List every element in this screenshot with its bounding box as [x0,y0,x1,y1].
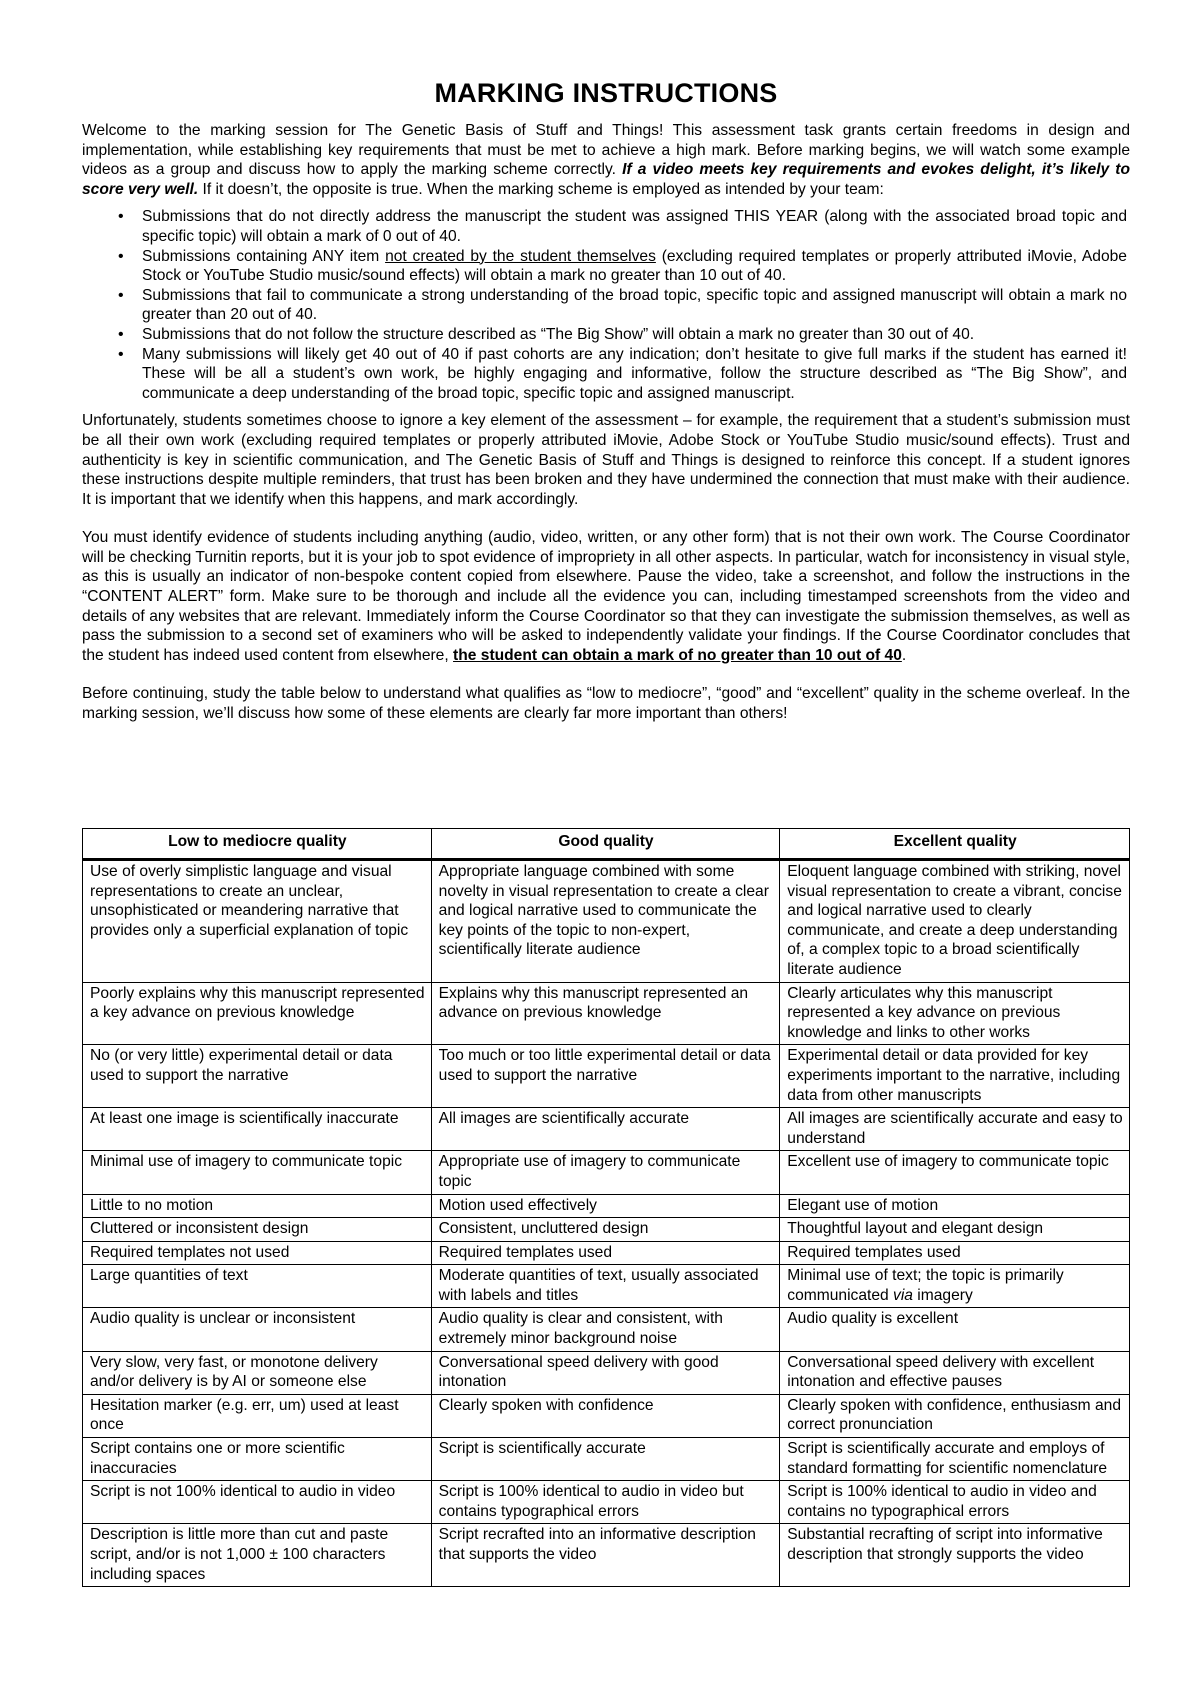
excellent-quality-cell: Minimal use of text; the topic is primarily communicated via imagery [780,1265,1130,1308]
table-row [83,1194,1130,1218]
excellent-quality-cell: Script is 100% identical to audio in video and contains no typographical errors [780,1481,1130,1524]
low-quality-cell: Audio quality is unclear or inconsistent [83,1308,432,1351]
good-quality-cell: Script is 100% identical to audio in video but contains typographical errors [431,1481,780,1524]
table-row [83,1265,1130,1308]
rule-item: • Many submissions will likely get 40 out of 40 if past cohorts are any indication; don’t hesitate to give full marks if the student has earned it! These will be all a student’s own work, be highly engaging and informative, follow the structure described as “The Big Show”, and communicate a deep understanding of the broad topic, specific topic and assigned manuscript. [142,345,1127,404]
table-body [83,860,1130,1587]
evidence-paragraph [82,528,1130,665]
low-quality-cell: Poorly explains why this manuscript represented a key advance on previous knowledge [83,982,432,1045]
excellent-quality-cell: Conversational speed delivery with excellent intonation and effective pauses [780,1351,1130,1394]
low-quality-cell: No (or very little) experimental detail or data used to support the narrative [83,1045,432,1108]
good-quality-cell: Motion used effectively [431,1194,780,1218]
evidence-text: You must identify evidence of students including anything (audio, video, written, or any other form) that is not their own work. The Course Coordinator will be checking Turnitin reports, but it is your job to spot evidence of impropriety in all other aspects. In particular, watch for inconsistency in visual style, as this is usually an indicator of non-bespoke content copied from elsewhere. Pause the video, take a screenshot, and follow the instructions in the “CONTENT ALERT” form. Make sure to be thorough and include all the evidence you can, including timestamped screenshots from the video and details of any websites that are relevant. Immediately inform the Course Coordinator so that they can investigate the submission themselves, as well as pass the submission to a second set of examiners who will be asked to independently validate your findings. If the Course Coordinator concludes that the student has indeed used content from elsewhere, [82,529,1130,664]
good-quality-cell: Audio quality is clear and consistent, with extremely minor background noise [431,1308,780,1351]
intro-emphasis: If a video meets key requirements and evokes delight, it’s likely to score very well. [82,161,1131,198]
table-header-row [83,829,1130,860]
excellent-quality-cell: Audio quality is excellent [780,1308,1130,1351]
table-row [83,1394,1130,1437]
table-row [83,860,1130,983]
good-quality-cell: Script is scientifically accurate [431,1438,780,1481]
header-good-quality: Good quality [431,829,780,860]
rule-item [142,247,1127,286]
excellent-quality-cell: Experimental detail or data provided for key experiments important to the narrative, including data from other manuscripts [780,1045,1130,1108]
good-quality-cell: Moderate quantities of text, usually associated with labels and titles [431,1265,780,1308]
authenticity-paragraph: Unfortunately, students sometimes choose to ignore a key element of the assessment – for example, the requirement that a student’s submission must be all their own work (excluding required templates or properly attributed iMovie, Adobe Stock or YouTube Studio music/sound effects). Trust and authenticity is key in scientific communication, and The Genetic Basis of Stuff and Things is designed to reinforce this concept. If a student ignores these instructions despite multiple reminders, that trust has been broken and they have undermined the connection that must make with their audience. It is important that we identify when this happens, and mark accordingly. [82,412,1130,508]
table-row [83,1524,1130,1587]
excellent-quality-cell: Excellent use of imagery to communicate topic [780,1151,1130,1194]
good-quality-cell: Conversational speed delivery with good intonation [431,1351,780,1394]
excellent-quality-cell: Required templates used [780,1241,1130,1265]
rule-text-end: (excluding required templates or properly attributed iMovie, Adobe Stock or YouTube Studio music/sound effects) will obtain a mark no greater than 10 out of 40. [142,247,1127,285]
evidence-emphasis: the student can obtain a mark of no greater than 10 out of 40 [453,646,902,664]
rule-text: Submissions containing ANY item [142,247,380,265]
excellent-quality-cell: All images are scientifically accurate and easy to understand [780,1108,1130,1151]
low-quality-cell: Script is not 100% identical to audio in video [83,1481,432,1524]
table-row [83,1218,1130,1242]
table-row [83,1438,1130,1481]
excellent-quality-cell: Elegant use of motion [780,1194,1130,1218]
table-row [83,1351,1130,1394]
header-low-quality: Low to mediocre quality [83,829,432,860]
low-quality-cell: Script contains one or more scientific inaccuracies [83,1438,432,1481]
low-quality-cell: Required templates not used [83,1241,432,1265]
low-quality-cell: Large quantities of text [83,1265,432,1308]
page-title: MARKING INSTRUCTIONS [434,78,778,108]
good-quality-cell: Required templates used [431,1241,780,1265]
low-quality-cell: Little to no motion [83,1194,432,1218]
good-quality-cell: Appropriate use of imagery to communicate topic [431,1151,780,1194]
low-quality-cell: Minimal use of imagery to communicate topic [83,1151,432,1194]
intro-text: Welcome to the marking session for The Genetic Basis of Stuff and Things! This assessment task grants certain freedoms in design and implementation, while establishing key requirements that must be met to achieve a high mark. Before marking begins, we will watch some example videos as a group and discuss how to apply the marking scheme correctly. [82,122,1130,179]
excellent-quality-cell: Clearly articulates why this manuscript represented a key advance on previous knowledge and links to other works [780,982,1130,1045]
good-quality-cell: Script recrafted into an informative description that supports the video [431,1524,780,1587]
intro-text-end: If it doesn’t, the opposite is true. When the marking scheme is employed as intended by your team: [202,180,884,198]
excellent-quality-cell: Eloquent language combined with striking, novel visual representation to create a vibrant, concise and logical narrative used to clearly communicate, and create a deep understanding of, a complex topic to a broad scientifically literate audience [780,860,1130,983]
table-row [83,1308,1130,1351]
rule-underlined-text: not created by the student themselves [385,247,656,265]
document-page [82,78,1130,724]
low-quality-cell: Very slow, very fast, or monotone delivery and/or delivery is by AI or someone else [83,1351,432,1394]
table-intro-paragraph: Before continuing, study the table below to understand what qualifies as “low to mediocre”, “good” and “excellent” quality in the scheme overleaf. In the marking session, we’ll discuss how some of these elements are clearly far more important than others! [82,685,1130,723]
excellent-quality-cell: Clearly spoken with confidence, enthusiasm and correct pronunciation [780,1394,1130,1437]
rule-item: • Submissions that do not directly address the manuscript the student was assigned THIS YEAR (along with the associated broad topic and specific topic) will obtain a mark of 0 out of 40. [142,207,1127,246]
low-quality-cell: Description is little more than cut and paste script, and/or is not 1,000 ± 100 characters including spaces [83,1524,432,1587]
low-quality-cell: Use of overly simplistic language and visual representations to create an unclear, unsophisticated or meandering narrative that provides only a superficial explanation of topic [83,860,432,983]
good-quality-cell: Explains why this manuscript represented an advance on previous knowledge [431,982,780,1045]
good-quality-cell: Too much or too little experimental detail or data used to support the narrative [431,1045,780,1108]
intro-paragraph [82,121,1130,199]
low-quality-cell: At least one image is scientifically inaccurate [83,1108,432,1151]
good-quality-cell: All images are scientifically accurate [431,1108,780,1151]
quality-table [82,828,1130,1587]
table-row [83,1481,1130,1524]
excellent-quality-cell: Substantial recrafting of script into informative description that strongly supports the video [780,1524,1130,1587]
excellent-quality-cell: Thoughtful layout and elegant design [780,1218,1130,1242]
header-excellent-quality: Excellent quality [780,829,1130,860]
excellent-quality-cell: Script is scientifically accurate and employs of standard formatting for scientific nomenclature [780,1438,1130,1481]
table-row [83,982,1130,1045]
table-row [83,1045,1130,1108]
low-quality-cell: Cluttered or inconsistent design [83,1218,432,1242]
rule-item: • Submissions that do not follow the structure described as “The Big Show” will obtain a mark no greater than 30 out of 40. [142,325,1127,345]
rule-item: • Submissions that fail to communicate a strong understanding of the broad topic, specific topic and assigned manuscript will obtain a mark no greater than 20 out of 40. [142,286,1127,325]
good-quality-cell: Clearly spoken with confidence [431,1394,780,1437]
rules-list [82,207,1127,403]
good-quality-cell: Appropriate language combined with some novelty in visual representation to create a clear and logical narrative used to communicate the key points of the topic to non-expert, scientifically literate audience [431,860,780,983]
good-quality-cell: Consistent, uncluttered design [431,1218,780,1242]
table-row [83,1241,1130,1265]
low-quality-cell: Hesitation marker (e.g. err, um) used at least once [83,1394,432,1437]
evidence-end: . [901,646,907,664]
table-row [83,1151,1130,1194]
table-row [83,1108,1130,1151]
